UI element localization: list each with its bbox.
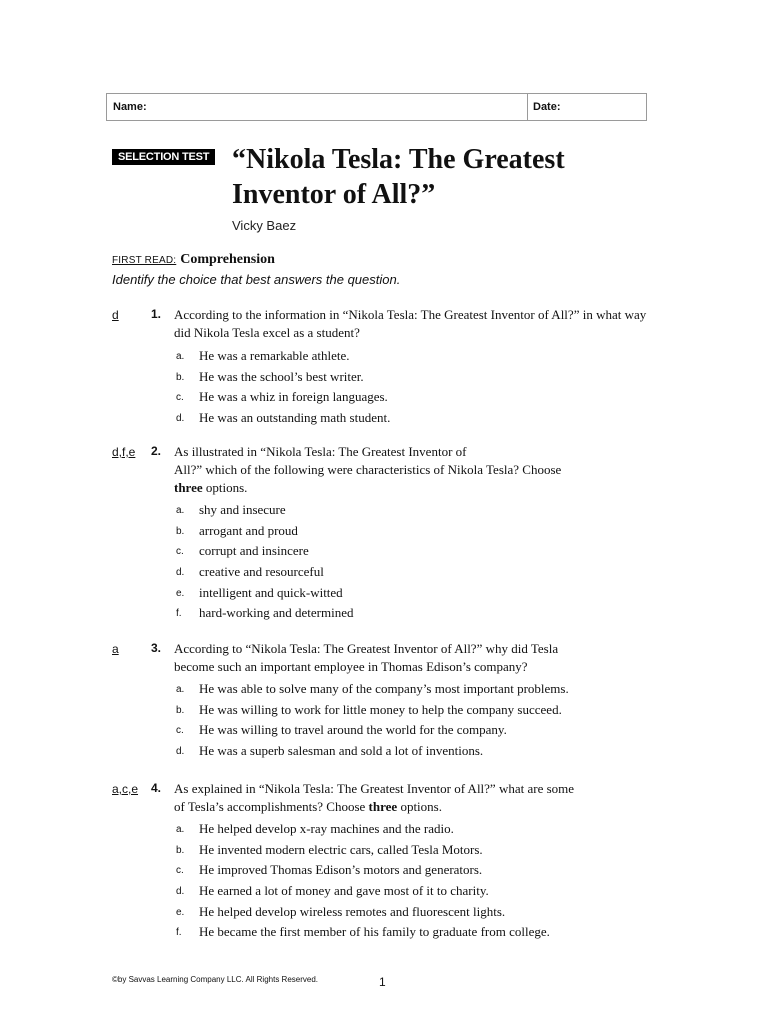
instructions: Identify the choice that best answers the question.: [112, 272, 401, 287]
section-heading: [112, 252, 275, 268]
question-text-line: As illustrated in “Nikola Tesla: The Greatest Inventor of: [174, 444, 467, 459]
name-label: Name:: [113, 101, 147, 113]
name-date-box: [106, 93, 647, 121]
option-text: He was a whiz in foreign languages.: [199, 389, 388, 405]
option-letter: c.: [176, 392, 184, 404]
text-after: options.: [397, 799, 442, 814]
header-divider: [527, 94, 528, 120]
answer-1: d: [112, 308, 119, 322]
text-after: options.: [202, 480, 248, 495]
option-letter: a.: [176, 505, 185, 516]
option-text: arrogant and proud: [199, 522, 298, 538]
option-text: He was a remarkable athlete.: [199, 348, 350, 363]
answer-2: d,f,e: [112, 445, 136, 459]
option-letter: d.: [176, 746, 185, 758]
question-text-line: As explained in “Nikola Tesla: The Greatest Inventor of All?” what are some: [174, 781, 575, 796]
page-number: 1: [379, 975, 386, 989]
option-text: He was the school’s best writer.: [199, 368, 364, 384]
option-text: He became the first member of his family to graduate from college.: [199, 924, 550, 940]
question-number-3: 3.: [151, 641, 162, 655]
option-letter: e.: [176, 906, 185, 918]
question-text-line: [174, 798, 654, 816]
text-before: of Tesla’s accomplishments? Choose: [174, 799, 369, 814]
option-letter: d.: [176, 413, 185, 425]
option-letter: c.: [176, 725, 184, 737]
option-text: shy and insecure: [199, 502, 286, 517]
option-letter: c.: [176, 865, 184, 877]
option-text: intelligent and quick-witted: [199, 584, 343, 600]
option-text: He was able to solve many of the company’s most important problems.: [199, 681, 569, 696]
first-read-label: FIRST READ:: [112, 255, 177, 266]
question-text-line: All?” which of the following were characteristics of Nikola Tesla? Choose: [174, 462, 562, 477]
option-text: He was willing to travel around the world for the company.: [199, 722, 507, 738]
option-letter: d.: [176, 886, 185, 898]
title-line-2: Inventor of All?”: [232, 179, 436, 210]
answer-3: a: [112, 642, 119, 656]
option-letter: a.: [176, 824, 185, 835]
date-label: Date:: [533, 101, 561, 113]
option-letter: d.: [176, 567, 185, 579]
option-letter: b.: [176, 525, 185, 537]
answer-4: a,c,e: [112, 782, 139, 796]
option-text: creative and resourceful: [199, 564, 324, 580]
question-text-line: According to “Nikola Tesla: The Greatest Inventor of All?” why did Tesla: [174, 641, 559, 656]
selection-test-badge: SELECTION TEST: [112, 149, 215, 165]
question-number-1: 1.: [151, 307, 162, 321]
question-number-2: 2.: [151, 444, 162, 458]
question-text-4: [174, 780, 654, 816]
author: Vicky Baez: [232, 218, 297, 233]
option-letter: a.: [176, 684, 185, 695]
option-text: He was willing to work for little money to help the company succeed.: [199, 701, 562, 717]
emphasis: three: [174, 480, 203, 495]
option-letter: f.: [176, 608, 182, 620]
question-text-1: According to the information in “Nikola Tesla: The Greatest Inventor of All?” in what way did Nikola Tesla excel as a student?: [174, 307, 647, 340]
comprehension-heading: Comprehension: [180, 252, 275, 267]
question-number-4: 4.: [151, 781, 162, 795]
option-text: corrupt and insincere: [199, 543, 309, 559]
option-letter: a.: [176, 351, 185, 362]
option-letter: c.: [176, 546, 184, 558]
emphasis: three: [368, 799, 398, 814]
option-letter: b.: [176, 844, 185, 856]
question-text-3: [174, 640, 654, 676]
option-letter: b.: [176, 371, 185, 383]
question-text-line: [174, 479, 654, 497]
option-letter: f.: [176, 927, 182, 939]
option-text: He improved Thomas Edison’s motors and generators.: [199, 862, 483, 878]
option-letter: b.: [176, 704, 185, 716]
title-line-1: “Nikola Tesla: The Greatest: [232, 144, 565, 175]
option-letter: e.: [176, 587, 185, 599]
option-text: He was an outstanding math student.: [199, 410, 391, 426]
copyright-footer: ©by Savvas Learning Company LLC. All Rights Reserved.: [112, 975, 318, 984]
question-text-line: become such an important employee in Thomas Edison’s company?: [174, 659, 528, 674]
option-text: hard-working and determined: [199, 605, 354, 621]
option-text: He was a superb salesman and sold a lot of inventions.: [199, 743, 484, 759]
option-text: He helped develop wireless remotes and fluorescent lights.: [199, 903, 506, 919]
option-text: He earned a lot of money and gave most of it to charity.: [199, 883, 489, 899]
page-title: [232, 142, 652, 212]
question-text-2: [174, 443, 654, 497]
option-text: He helped develop x-ray machines and the radio.: [199, 821, 454, 836]
option-text: He invented modern electric cars, called Tesla Motors.: [199, 841, 483, 857]
